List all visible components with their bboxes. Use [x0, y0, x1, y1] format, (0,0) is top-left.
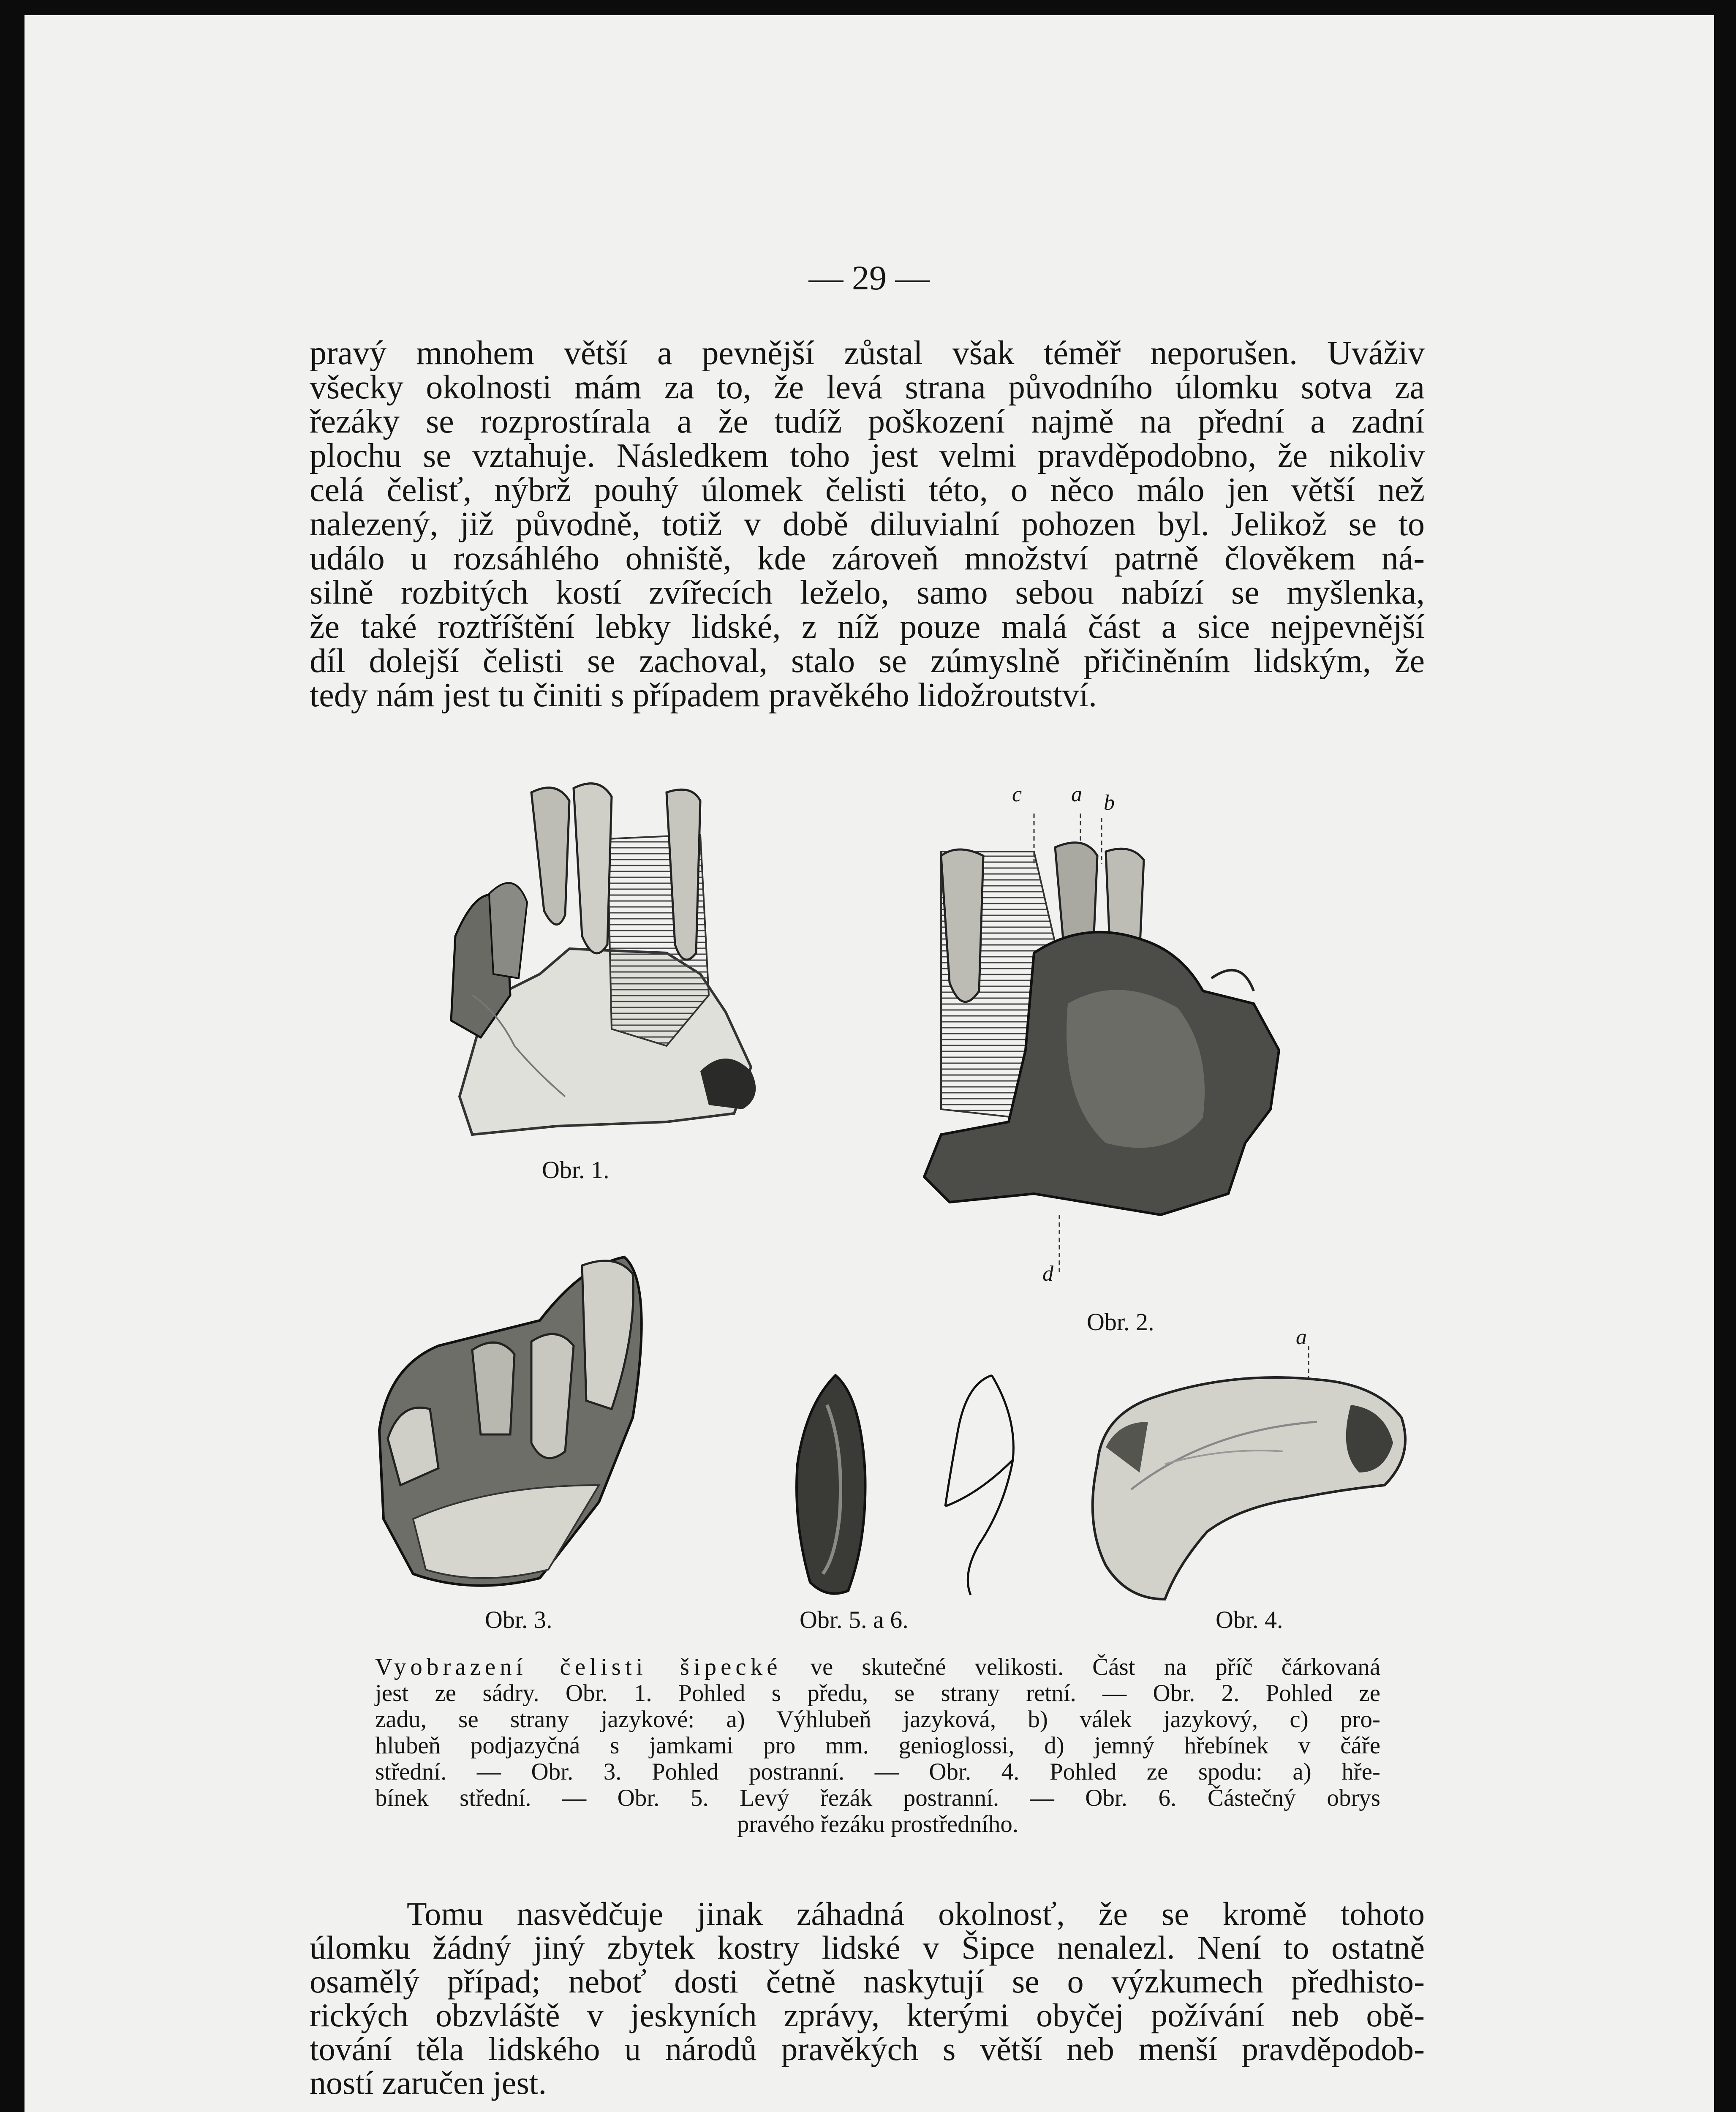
text-line: Tomu nasvědčuje jinak záhadná okolnosť, že se kromě tohoto — [407, 1895, 1425, 1932]
text-line: silně rozbitých kostí zvířecích leželo, samo sebou nabízí se myšlenka, — [310, 574, 1425, 611]
figure-6-incisor-outline — [928, 1367, 1021, 1603]
jaw-side-illustration — [362, 1249, 692, 1599]
text-line: řezáky se rozprostírala a že tudíž poškození najmě na přední a zadní — [310, 403, 1425, 440]
figure-2-letter-c: c — [1012, 782, 1022, 806]
text-line: osamělý případ; neboť dosti četně naskytují se o výzkumech předhisto- — [310, 1963, 1425, 2000]
figure-2-letter-a: a — [1071, 782, 1082, 806]
figure-caption — [375, 1654, 1380, 1837]
text-line: díl dolejší čelisti se zachoval, stalo se zúmyslně přičiněním lidským, že — [310, 642, 1425, 680]
figure-2-jaw-back-view — [907, 814, 1317, 1287]
text-line: pravý mnohem větší a pevnější zůstal však téměř neporušen. Uváživ — [310, 335, 1425, 372]
jaw-front-illustration — [430, 776, 797, 1147]
text-line: celá čelisť, nýbrž pouhý úlomek čelisti této, o něco málo jen větší než — [310, 471, 1425, 509]
jaw-bottom-illustration — [1080, 1346, 1418, 1608]
caption-line: zadu, se strany jazykové: a) Výhlubeň jazyková, b) válek jazykový, c) pro- — [375, 1706, 1380, 1733]
figure-5-6-label: Obr. 5. a 6. — [800, 1606, 909, 1633]
caption-line: jest ze sádry. Obr. 1. Pohled s předu, se strany retní. — Obr. 2. Pohled ze — [375, 1680, 1380, 1706]
figure-3-label: Obr. 3. — [485, 1606, 552, 1633]
text-line: nalezený, již původně, totiž v době diluvialní pohozen byl. Jelikož se to — [310, 506, 1425, 543]
figure-1-label: Obr. 1. — [542, 1156, 610, 1184]
figure-1-jaw-front-view — [430, 776, 797, 1147]
figure-3-jaw-side-view — [362, 1249, 692, 1599]
paragraph-1 — [310, 336, 1425, 713]
figure-2-letter-b: b — [1104, 791, 1115, 815]
text-line: všecky okolnosti mám za to, že levá strana původního úlomku sotva za — [310, 369, 1425, 406]
text-line: událo u rozsáhlého ohniště, kde zároveň množství patrně člověkem ná- — [310, 540, 1425, 577]
jaw-back-illustration — [907, 814, 1317, 1287]
text-line: tování těla lidského u národů pravěkých s větší neb menší pravděpodob- — [310, 2030, 1425, 2067]
caption-line: hlubeň podjazyčná s jamkami pro mm. genioglossi, d) jemný hřebínek v čáře — [375, 1732, 1380, 1759]
paragraph-2 — [310, 1897, 1425, 2100]
figure-2-letter-d: d — [1042, 1262, 1053, 1286]
text-line: úlomku žádný jiný zbytek kostry lidské v Šipce nenalezl. Není to ostatně — [310, 1929, 1425, 1966]
text-line: rických obzvláště v jeskyních zprávy, kterými obyčej požívání neb obě- — [310, 1997, 1425, 2033]
caption-line: bínek střední. — Obr. 5. Levý řezák postranní. — Obr. 6. Částečný obrys — [375, 1785, 1380, 1811]
figure-4-jaw-bottom-view — [1080, 1346, 1418, 1608]
figure-5-lateral-incisor — [789, 1371, 873, 1599]
caption-line: ve skutečné velikosti. Část na příč čárkovaná — [781, 1654, 1380, 1680]
caption-spaced-title: Vyobrazení čelisti šipecké — [375, 1654, 782, 1680]
page-number: — 29 — — [808, 259, 930, 297]
figure-2-label: Obr. 2. — [1087, 1308, 1154, 1336]
text-line: že také roztříštění lebky lidské, z níž pouze malá část a sice nejpevnější — [310, 608, 1425, 645]
figure-4-letter-a: a — [1296, 1325, 1307, 1349]
text-line: ností zaručen jest. — [310, 2064, 547, 2101]
caption-line: pravého řezáku prostředního. — [737, 1811, 1019, 1837]
incisor-illustration — [789, 1371, 873, 1599]
document-page — [24, 15, 1714, 2112]
text-line: tedy nám jest tu činiti s případem pravěkého lidožroutství. — [310, 677, 1097, 714]
text-line: plochu se vztahuje. Následkem toho jest velmi pravděpodobno, že nikoliv — [310, 437, 1425, 474]
caption-line: střední. — Obr. 3. Pohled postranní. — Obr. 4. Pohled ze spodu: a) hře- — [375, 1758, 1380, 1785]
figure-4-label: Obr. 4. — [1216, 1606, 1283, 1633]
incisor-outline-illustration — [928, 1367, 1021, 1603]
